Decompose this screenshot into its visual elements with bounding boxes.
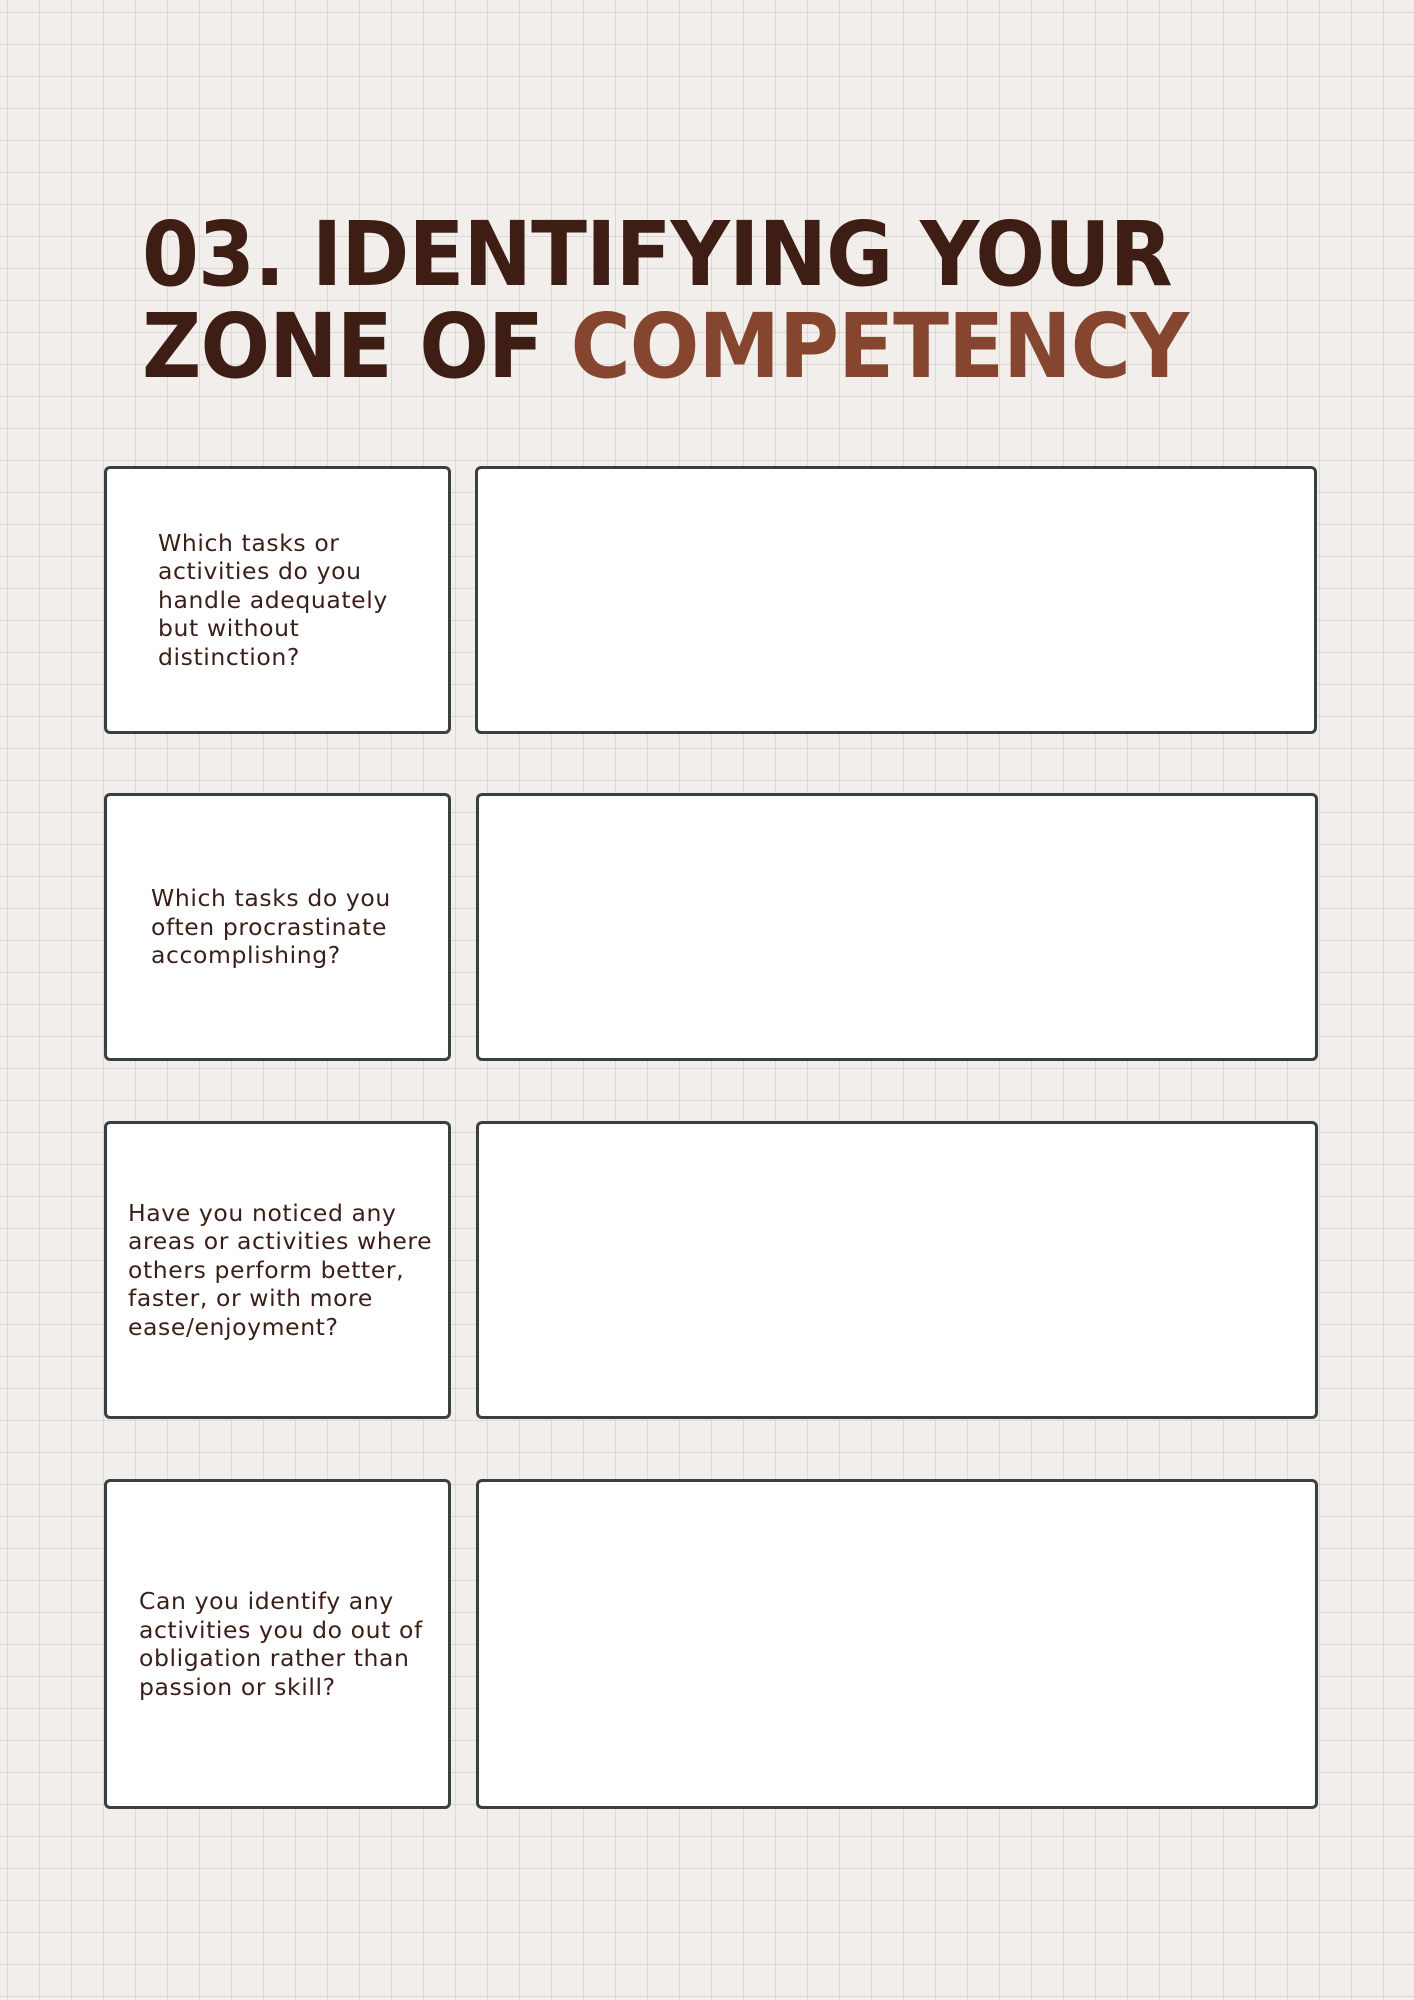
question-text: Can you identify any activities you do out of obligation rather than passion or skill? — [139, 1587, 423, 1701]
answer-box-2[interactable] — [476, 793, 1318, 1061]
question-text: Have you noticed any areas or activities where others perform better, faster, or with more ease/enjoyment? — [128, 1198, 433, 1341]
title-line-1: 03. IDENTIFYING YOUR — [142, 202, 1172, 306]
page-title — [142, 202, 1189, 398]
answer-box-1[interactable] — [475, 466, 1317, 734]
question-box-3 — [104, 1121, 451, 1419]
question-text: Which tasks do you often procrastinate accomplishing? — [151, 884, 391, 970]
title-line-2 — [142, 294, 1189, 398]
answer-box-3[interactable] — [476, 1121, 1318, 1419]
title-accent: COMPETENCY — [570, 294, 1189, 398]
title-prefix: ZONE OF — [142, 294, 571, 398]
question-text: Which tasks or activities do you handle adequately but without distinction? — [158, 528, 388, 671]
answer-box-4[interactable] — [476, 1479, 1318, 1809]
question-box-4 — [104, 1479, 451, 1809]
question-box-1 — [104, 466, 451, 734]
question-box-2 — [104, 793, 451, 1061]
